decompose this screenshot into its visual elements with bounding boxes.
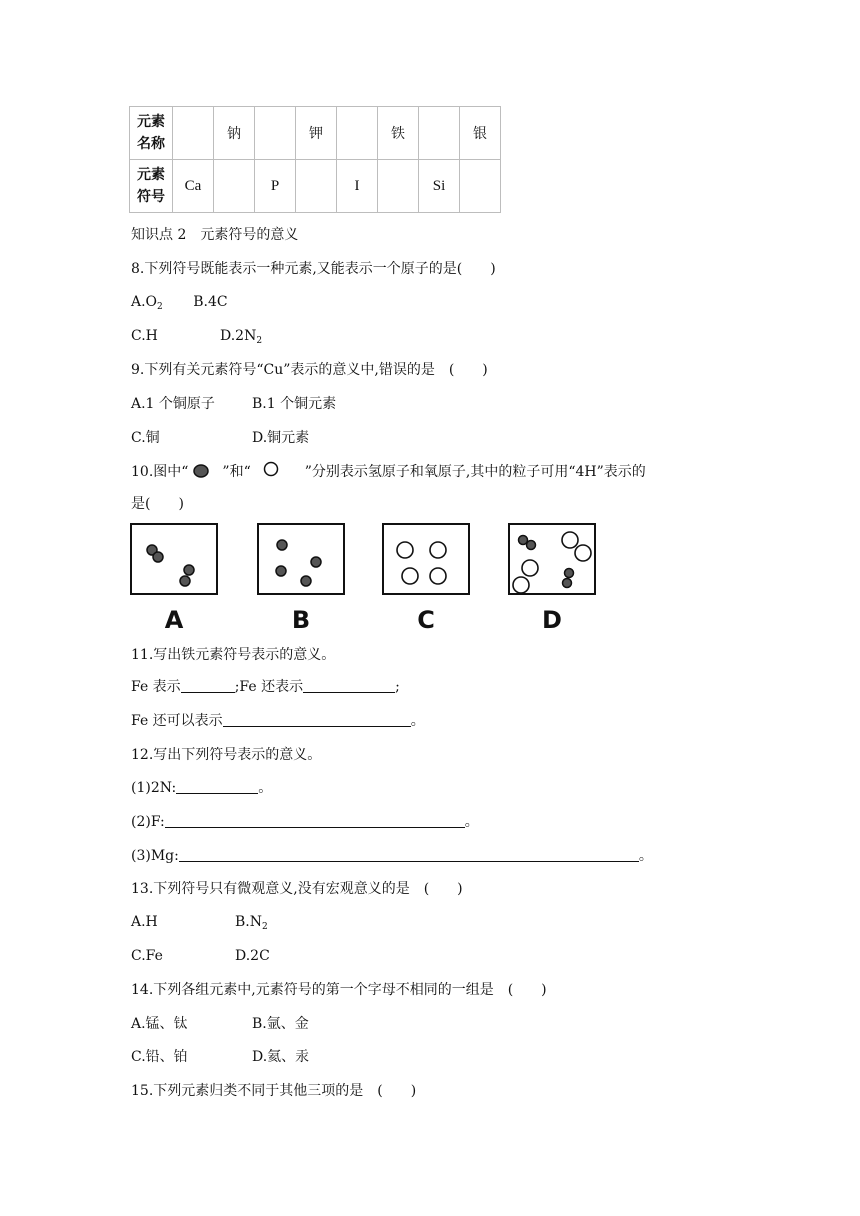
diagram-label-d: D bbox=[542, 606, 562, 634]
table-cell bbox=[460, 160, 501, 213]
answer-blank[interactable] bbox=[176, 779, 258, 794]
question-12-part1: (1)2N: 。 bbox=[131, 780, 273, 796]
table-cell: 铁 bbox=[378, 107, 419, 160]
particles-a bbox=[132, 525, 220, 597]
diagram-label-b: B bbox=[291, 606, 311, 634]
table-cell bbox=[255, 107, 296, 160]
table-cell: 银 bbox=[460, 107, 501, 160]
option-b[interactable]: B.4C bbox=[193, 294, 228, 310]
question-13-options-ab bbox=[131, 912, 268, 932]
question-14-stem: 14.下列各组元素中,元素符号的第一个字母不相同的一组是 ( ) bbox=[131, 982, 547, 998]
option-d[interactable]: D.铜元素 bbox=[252, 430, 310, 446]
question-12-part2: (2)F: 。 bbox=[131, 814, 479, 830]
question-11-stem: 11.写出铁元素符号表示的意义。 bbox=[131, 647, 336, 663]
question-8-options-cd bbox=[131, 326, 263, 346]
oxygen-atom-icon bbox=[253, 461, 289, 479]
option-b[interactable]: $B.N_2$ bbox=[235, 914, 268, 932]
option-b[interactable]: B.1 个铜元素 bbox=[252, 396, 337, 412]
diagram-label-c: C bbox=[417, 606, 435, 634]
question-9-stem: 9.下列有关元素符号“Cu”表示的意义中,错误的是 ( ) bbox=[131, 362, 488, 378]
question-14-options-ab bbox=[131, 1014, 309, 1034]
table-cell bbox=[173, 107, 214, 160]
table-cell: Ca bbox=[173, 160, 214, 213]
answer-blank[interactable] bbox=[223, 712, 411, 727]
table-cell bbox=[337, 107, 378, 160]
hydrogen-atom-icon bbox=[190, 463, 212, 479]
question-9-options-ab bbox=[131, 394, 337, 414]
particles-b bbox=[259, 525, 347, 597]
answer-blank[interactable] bbox=[179, 847, 639, 862]
table-cell bbox=[378, 160, 419, 213]
answer-blank[interactable] bbox=[303, 678, 395, 693]
question-9-options-cd bbox=[131, 428, 310, 448]
option-d[interactable]: D.氦、汞 bbox=[252, 1049, 310, 1065]
option-d-diagram[interactable] bbox=[508, 523, 596, 595]
particles-c bbox=[384, 525, 472, 597]
table-cell: 钾 bbox=[296, 107, 337, 160]
option-c-diagram[interactable] bbox=[382, 523, 470, 595]
question-11-line2: Fe 还可以表示 。 bbox=[131, 713, 425, 729]
element-name-row bbox=[130, 107, 501, 160]
answer-blank[interactable] bbox=[165, 813, 465, 828]
diagram-label-a: A bbox=[164, 606, 184, 634]
question-15-stem: 15.下列元素归类不同于其他三项的是 ( ) bbox=[131, 1083, 417, 1099]
table-cell: Si bbox=[419, 160, 460, 213]
table-cell bbox=[419, 107, 460, 160]
option-c[interactable]: C.铜 bbox=[131, 430, 160, 446]
question-14-options-cd bbox=[131, 1047, 310, 1067]
question-8-options-ab bbox=[131, 292, 228, 317]
question-12-stem: 12.写出下列符号表示的意义。 bbox=[131, 747, 322, 763]
option-c[interactable]: C.Fe bbox=[131, 948, 163, 964]
option-c[interactable]: C.铅、铂 bbox=[131, 1049, 188, 1065]
element-symbol-row bbox=[130, 160, 501, 213]
question-8-stem: 8.下列符号既能表示一种元素,又能表示一个原子的是( ) bbox=[131, 261, 496, 277]
answer-blank[interactable] bbox=[181, 678, 235, 693]
option-a[interactable]: $A.O_2$ bbox=[131, 294, 163, 312]
option-b[interactable]: B.氩、金 bbox=[252, 1016, 309, 1032]
question-11-line1: Fe 表示 ;Fe 还表示 ; bbox=[131, 679, 400, 695]
option-a[interactable]: A.H bbox=[131, 914, 158, 930]
table-cell: 钠 bbox=[214, 107, 255, 160]
table-cell bbox=[214, 160, 255, 213]
table-cell bbox=[296, 160, 337, 213]
element-table bbox=[129, 106, 501, 213]
option-a-diagram[interactable] bbox=[130, 523, 218, 595]
option-c[interactable]: C.H bbox=[131, 328, 158, 344]
table-cell: I bbox=[337, 160, 378, 213]
particles-d bbox=[510, 525, 598, 597]
option-a[interactable]: A.锰、钛 bbox=[131, 1016, 188, 1032]
section-heading: 知识点 2 元素符号的意义 bbox=[131, 227, 299, 243]
row-header-name: 元素 名称 bbox=[130, 107, 173, 160]
row-header-symbol: 元素 符号 bbox=[130, 160, 173, 213]
question-10-stem-line2: 是( ) bbox=[131, 496, 184, 512]
question-13-stem: 13.下列符号只有微观意义,没有宏观意义的是 ( ) bbox=[131, 881, 463, 897]
table-cell: P bbox=[255, 160, 296, 213]
question-13-options-cd bbox=[131, 946, 270, 966]
question-10-stem: 10.图中“ ”和“ ”分别表示氢原子和氧原子,其中的粒子可用“4H”表示的 bbox=[131, 461, 646, 482]
option-d[interactable]: D.2C bbox=[235, 948, 270, 964]
question-12-part3: (3)Mg: 。 bbox=[131, 848, 653, 864]
option-b-diagram[interactable] bbox=[257, 523, 345, 595]
option-d[interactable]: $D.2N_2$ bbox=[220, 328, 263, 346]
option-a[interactable]: A.1 个铜原子 bbox=[131, 396, 215, 412]
